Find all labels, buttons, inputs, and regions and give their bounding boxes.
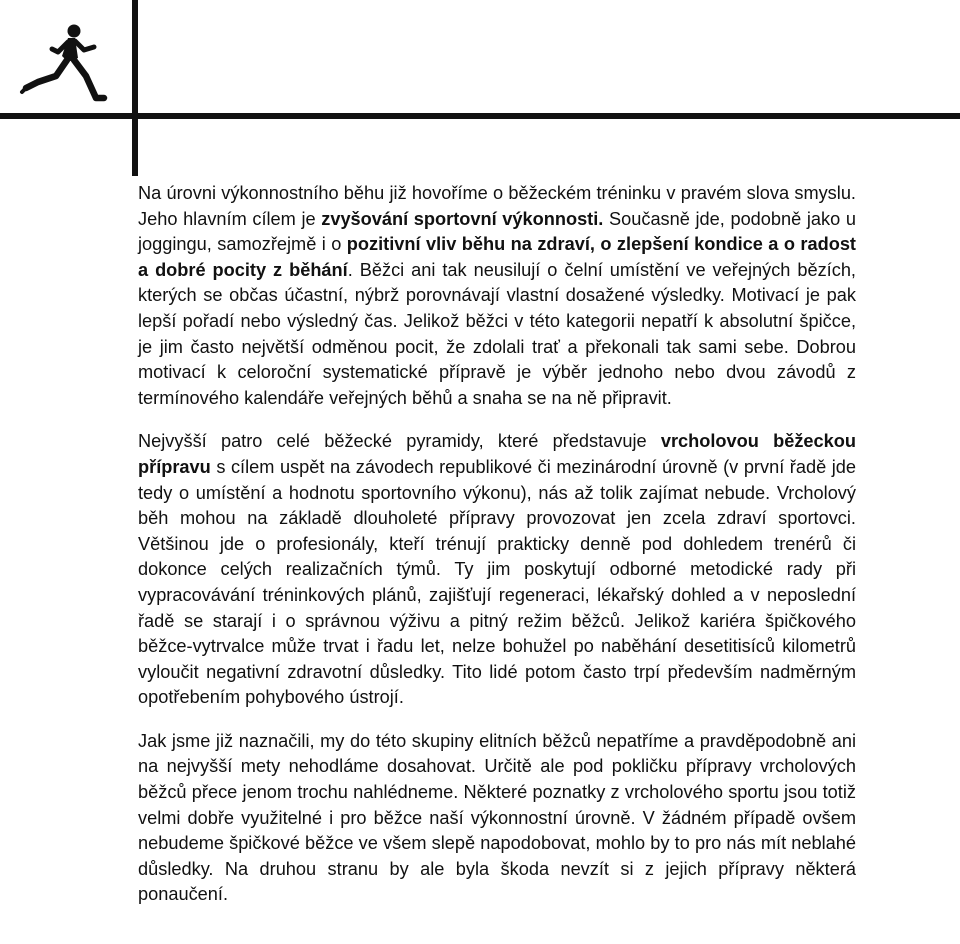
body-text: s cílem uspět na závodech republikové či mezinárodní úrovně (v první řadě jde tedy o umístění a hodnotu sportovního výkonu), nás až tolik zajímat nebude. Vrcholový běh mohou na základě dlouholeté přípravy provozovat jen zcela zdraví sportovci. Většinou jde o profesionály, kteří trénují prakticky denně pod dohledem trenérů či dokonce celých realizačních týmů. Ty jim poskytují odborné metodické rady při vypracovávání tréninkových plánů, zajišťují regeneraci, lékařský dohled a v neposlední řadě se starají i o správnou výživu a pitný režim běžců. Jelikož kariéra špičkového běžce-vytrvalce může trvat i řadu let, nelze bohužel po naběhání desetitisíců kilometrů vyloučit negativní zdravotní důsledky. Tito lidé potom často trpí především nadměrným opotřebením pohybového ústrojí.: [138, 456, 856, 708]
emphasized-text: pozitivní vliv běhu na zdraví, o zlepšení kondice a o radost a dobré pocity z běhání: [138, 234, 856, 280]
runner-icon: [18, 22, 110, 108]
horizontal-rule: [0, 113, 960, 119]
body-text: Současně jde, podobně jako u joggingu, samozřejmě i o: [138, 208, 856, 255]
paragraph-2: [138, 429, 856, 711]
paragraph-1: [138, 181, 856, 411]
vertical-rule: [132, 0, 138, 176]
body-text: Nejvyšší patro celé běžecké pyramidy, které představuje: [138, 431, 661, 452]
article-body: [138, 181, 856, 926]
body-text: Jak jsme již naznačili, my do této skupiny elitních běžců nepatříme a pravděpodobně ani na nejvyšší mety nehodláme dosahovat. Určitě ale pod pokličku přípravy vrcholových běžců přece jenom trochu nahlédneme. Některé poznatky z vrcholového sportu jsou totiž velmi dobře využitelné i pro běžce naší výkonnostní úrovně. V žádném případě ovšem nebudeme špičkové běžce ve všem slepě napodobovat, mohlo by to pro nás mít neblahé důsledky. Na druhou stranu by ale byla škoda nevzít si z jejich přípravy některá ponaučení.: [138, 730, 856, 905]
emphasized-text: zvyšování sportovní výkonnosti.: [321, 208, 604, 229]
body-text: Na úrovni výkonnostního běhu již hovoříme o běžeckém tréninku v pravém slova smyslu. Jeho hlavním cílem je: [138, 183, 856, 229]
paragraph-3: [138, 729, 856, 908]
body-text: . Běžci ani tak neusilují o čelní umístění ve veřejných bězích, kterých se občas účastní, nýbrž porovnávají vlastní dosažené výsledky. Motivací je pak lepší pořadí nebo výsledný čas. Jelikož běžci v této kategorii nepatří k absolutní špičce, je jim často největší odměnou pocit, že zdolali trať a překonali tak sami sebe. Dobrou motivací k celoroční systematické přípravě je výběr jednoho nebo dvou závodů z termínového kalendáře veřejných běhů a snaha se na ně připravit.: [138, 259, 856, 408]
emphasized-text: vrcholovou běžeckou přípravu: [138, 431, 856, 477]
